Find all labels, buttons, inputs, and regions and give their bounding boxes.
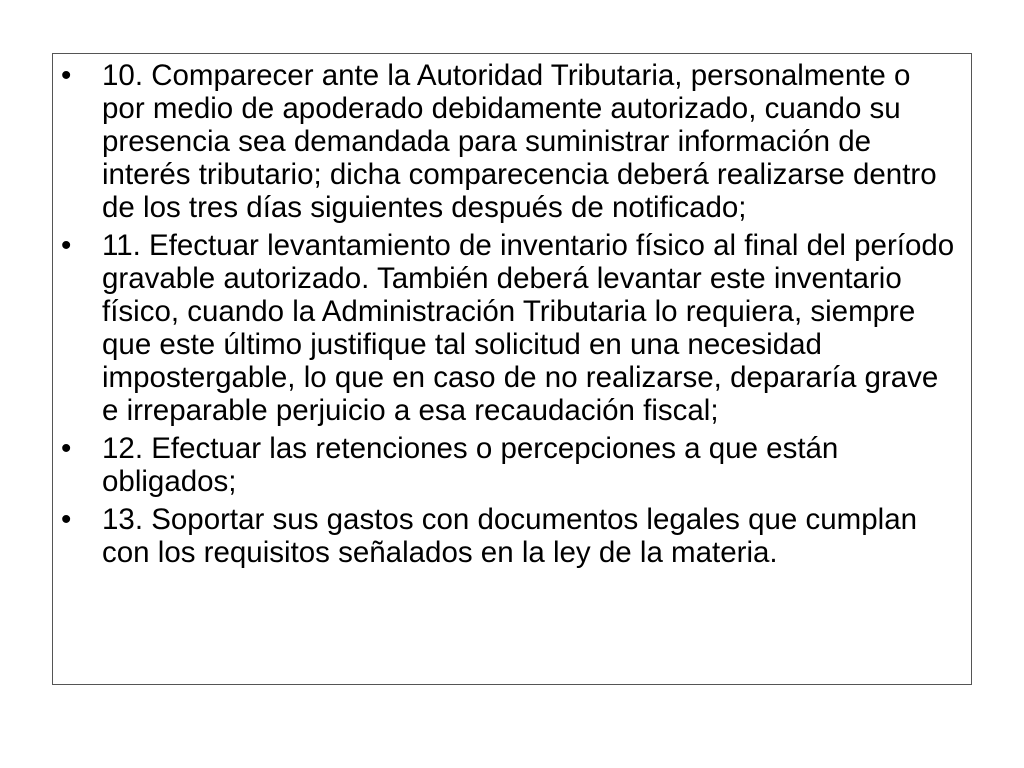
- bullet-icon: •: [61, 59, 72, 92]
- bullet-icon: •: [61, 432, 72, 465]
- bullet-list: [61, 59, 961, 569]
- bullet-icon: •: [61, 503, 72, 536]
- bullet-icon: •: [61, 229, 72, 262]
- list-item-text: 12. Efectuar las retenciones o percepciones a que están obligados;: [102, 432, 839, 498]
- text-box: [52, 53, 972, 685]
- list-item: [61, 503, 961, 569]
- list-item-text: 13. Soportar sus gastos con documentos legales que cumplan con los requisitos señalados en la ley de la materia.: [102, 503, 918, 569]
- list-item-text: 11. Efectuar levantamiento de inventario físico al final del período gravable autorizado. También deberá levantar este inventario físico, cuando la Administración Tributaria lo requiera, siempre que este último justifique tal solicitud en una necesidad impostergable, lo que en caso de no realizarse, depararía grave e irreparable perjuicio a esa recaudación fiscal;: [102, 229, 955, 427]
- list-item: [61, 59, 961, 224]
- list-item: [61, 432, 961, 498]
- list-item: [61, 229, 961, 427]
- list-item-text: 10. Comparecer ante la Autoridad Tributaria, personalmente o por medio de apoderado debidamente autorizado, cuando su presencia sea demandada para suministrar información de interés tributario; dicha comparecencia deberá realizarse dentro de los tres días siguientes después de notificado;: [102, 59, 937, 224]
